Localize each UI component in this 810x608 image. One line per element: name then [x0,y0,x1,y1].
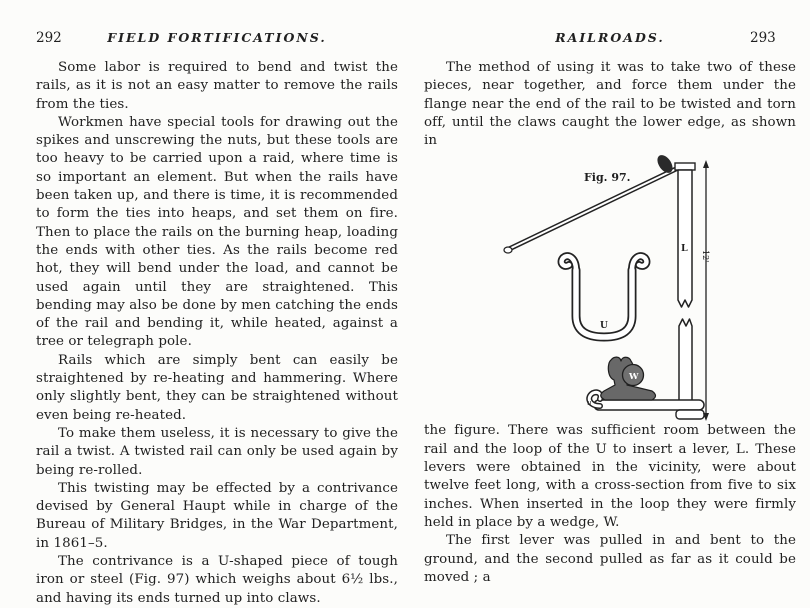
lever-label: L [681,243,688,255]
paragraph: Workmen have special tools for drawing out the spikes and unscrewing the nuts, but these tools are too heavy to be carried upon a raid, where time is so important an element. But when the rails have been taken up, and there is time, it is recommended to form the ties into heaps, and set them on fire. Then to place the rails on the burning heap, loading the ends with other ties. As the rails become red hot, they will bend under the load, and cannot be used again until they are straightened. This bending may also be done by men catching the ends of the rail and bending it, while heated, against a tree or telegraph pole. [36,114,398,350]
dimension-label: 12' [701,250,710,263]
first-lever-diagonal [504,154,678,253]
second-lever-post [675,163,695,402]
paragraph: Some labor is required to bend and twist the rails, as it is not an easy matter to remove the rails from the ties. [36,60,398,112]
paragraph: To make them useless, it is necessary to give the rail a twist. A twisted rail can only be used again by being re-rolled. [36,425,398,478]
u-clamp-label: U [600,321,608,332]
paragraph: This twisting may be effected by a contrivance devised by General Haupt while in charge of the Bureau of Military Bridges, in the War Department, in 1861–5. [36,480,398,551]
claw-label: u [587,399,592,408]
right-page-number: 293 [750,30,776,46]
lever-foot [676,410,704,419]
left-page [36,30,398,608]
figure-caption: Fig. 97. [584,171,631,185]
wedge-label: W [629,372,639,383]
left-page-header [36,30,398,46]
right-running-title: RAILROADS. [555,30,665,45]
paragraph: The contrivance is a U-shaped piece of tough iron or steel (Fig. 97) which weighs about 6½ lbs., and having its ends turned up into claws. [36,554,398,606]
paragraph: Rails which are simply bent can easily be straightened by re-heating and hammering. Where only slightly bent, they can be straightened without even being re-heated. [36,352,398,423]
figure-97 [424,154,796,422]
dimension-line [701,160,710,421]
paragraph: The method of using it was to take two of these pieces, near together, and force them under the flange near the end of the rail to be twisted and torn off, until the claws caught the lower edge, as shown in [424,60,796,149]
right-page-body [424,59,796,587]
right-page-header [424,30,796,46]
left-running-title: FIELD FORTIFICATIONS. [107,30,327,45]
left-page-number: 292 [36,30,62,46]
paragraph: the figure. There was sufficient room between the rail and the loop of the U to insert a lever, L. These levers were obtained in the vicinity, were about twelve feet long, with a cross-section from five to six inches. When inserted in the loop they were firmly held in place by a wedge, W. [424,423,796,530]
right-page [424,30,796,587]
paragraph: The first lever was pulled in and bent to the ground, and the second pulled as far as it could be moved ; a [424,533,796,585]
u-clamp [562,257,647,338]
clamp-bottom-bar [594,400,704,410]
left-page-body [36,59,398,608]
fig-97-drawing [424,154,796,422]
